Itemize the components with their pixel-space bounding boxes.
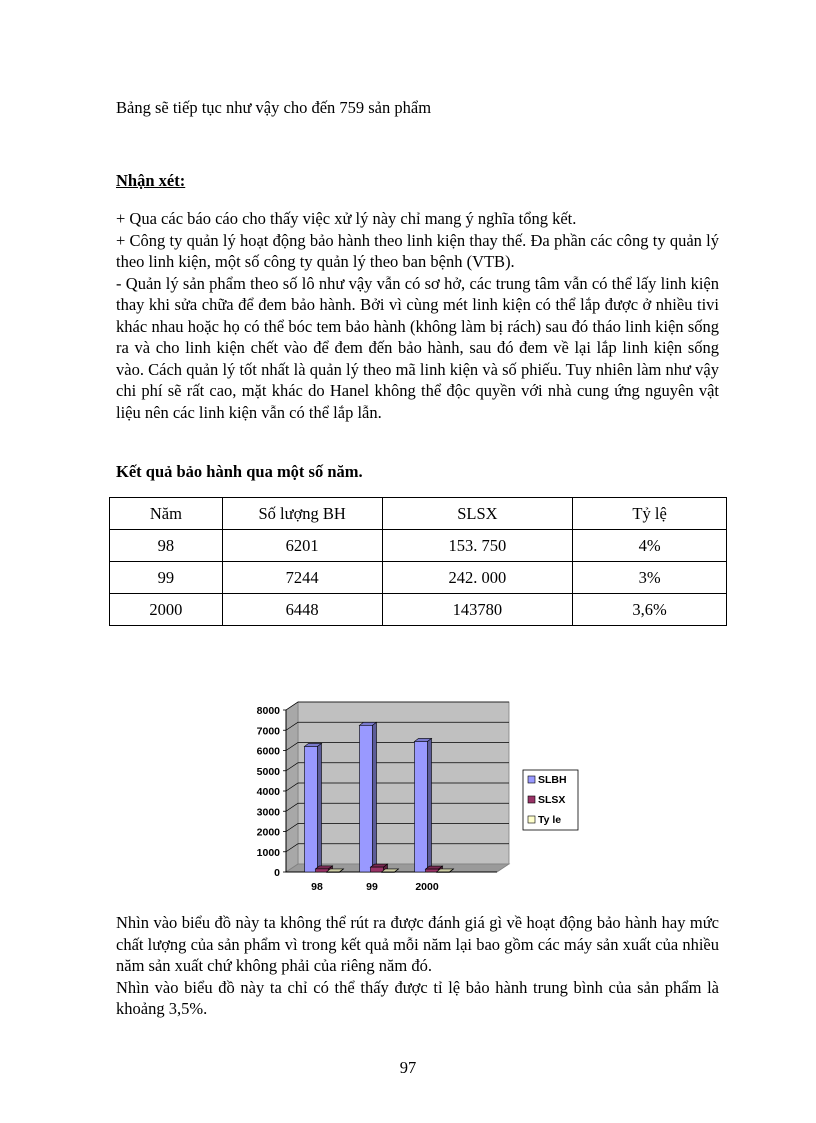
- remark-paragraph: - Quản lý sản phẩm theo số lô như vậy vẫn có sơ hở, các trung tâm vẫn có thể lấy linh kiện thay khi sửa chữa để đem bảo hành. Bởi vì cùng mét linh kiện có thể lắp được ở nhiều tivi khác nhau hoặc họ có thể bóc tem bảo hành (không làm bị rách) sau đó tháo linh kiện sống ra và cho linh kiện chết vào để đem đến bảo hành, sau đó đem về lại lắp linh kiện sống vào. Cách quản lý tốt nhất là quản lý theo mã linh kiện và số phiếu. Tuy nhiên làm như vậy chi phí sẽ rất cao, mặt khác do Hanel không thể độc quyền với nhà cung ứng nguyên vật liệu nên các linh kiện vẫn có thể lắp lẫn.: [116, 273, 719, 422]
- table-header-row: [110, 498, 727, 530]
- remark-paragraph: + Công ty quản lý hoạt động bảo hành theo linh kiện thay thế. Đa phần các công ty quản lý theo linh kiện, một số công ty quản lý theo ban bệnh (VTB).: [116, 230, 719, 271]
- results-title: Kết quả bảo hành qua một số năm.: [116, 462, 363, 481]
- bar-slbh-2000-side: [428, 738, 432, 872]
- header-cell: Số lượng BH: [222, 498, 382, 530]
- warranty-bar-chart: [240, 700, 580, 900]
- table-cell: 4%: [573, 530, 727, 562]
- bar-slbh-98-side: [318, 743, 322, 872]
- bar-slsx-99: [371, 867, 384, 872]
- table-cell: 98: [110, 530, 223, 562]
- y-tick-label: 7000: [256, 725, 280, 738]
- x-tick-label: 99: [366, 881, 378, 893]
- bar-slbh-99: [360, 725, 373, 872]
- table-cell: 143780: [382, 594, 573, 626]
- x-tick-label: 98: [311, 881, 323, 893]
- legend-label: SLSX: [538, 794, 566, 806]
- closing-section: [116, 912, 719, 1020]
- header-cell: Năm: [110, 498, 223, 530]
- table-row: [110, 530, 727, 562]
- table-cell: 242. 000: [382, 562, 573, 594]
- page-number: 97: [399, 1058, 417, 1077]
- bar-slbh-99-side: [373, 722, 377, 872]
- remarks-section: [116, 208, 719, 423]
- legend-label: Ty le: [538, 814, 562, 826]
- y-tick-label: 8000: [256, 705, 280, 717]
- table-cell: 3,6%: [573, 594, 727, 626]
- table-cell: 153. 750: [382, 530, 573, 562]
- table-row: [110, 594, 727, 626]
- table-cell: 6448: [222, 594, 382, 626]
- x-tick-label: 2000: [415, 881, 439, 893]
- y-tick-label: 1000: [256, 846, 280, 859]
- y-tick-label: 6000: [256, 745, 280, 758]
- legend-swatch: [528, 796, 535, 803]
- legend-swatch: [528, 776, 535, 783]
- y-tick-label: 2000: [256, 826, 280, 839]
- warranty-results-table: [109, 497, 727, 626]
- table-cell: 3%: [573, 562, 727, 594]
- closing-paragraph: Nhìn vào biểu đồ này ta chỉ có thể thấy được tỉ lệ bảo hành trung bình của sản phẩm là khoảng 3,5%.: [116, 977, 719, 1018]
- table-cell: 7244: [222, 562, 382, 594]
- y-tick-label: 5000: [256, 765, 280, 778]
- legend-swatch: [528, 816, 535, 823]
- y-tick-label: 4000: [256, 786, 280, 798]
- bar-slbh-2000: [415, 741, 428, 872]
- remark-paragraph: + Qua các báo cáo cho thấy việc xử lý này chỉ mang ý nghĩa tổng kết.: [116, 209, 577, 228]
- bar-ty-le-99: [382, 872, 395, 873]
- table-cell: 2000: [110, 594, 223, 626]
- closing-paragraph: Nhìn vào biểu đồ này ta không thể rút ra được đánh giá gì về hoạt động bảo hành hay mức chất lượng của sản phẩm vì trong kết quả mỗi năm lại bao gồm các máy sản xuất của nhiều năm sản xuất chứ không phải của riêng năm đó.: [116, 913, 719, 975]
- intro-text: Bảng sẽ tiếp tục như vậy cho đến 759 sản phẩm: [116, 98, 432, 117]
- table-cell: 6201: [222, 530, 382, 562]
- y-tick-label: 0: [274, 867, 280, 879]
- bar-ty-le-98: [327, 872, 340, 873]
- header-cell: Tỷ lệ: [573, 498, 727, 530]
- y-tick-label: 3000: [256, 806, 280, 819]
- table-cell: 99: [110, 562, 223, 594]
- remarks-heading: Nhận xét:: [116, 171, 186, 190]
- bar-ty-le-2000: [437, 872, 450, 873]
- table-row: [110, 562, 727, 594]
- header-cell: SLSX: [382, 498, 573, 530]
- legend-label: SLBH: [538, 774, 567, 786]
- bar-slbh-98: [305, 746, 318, 872]
